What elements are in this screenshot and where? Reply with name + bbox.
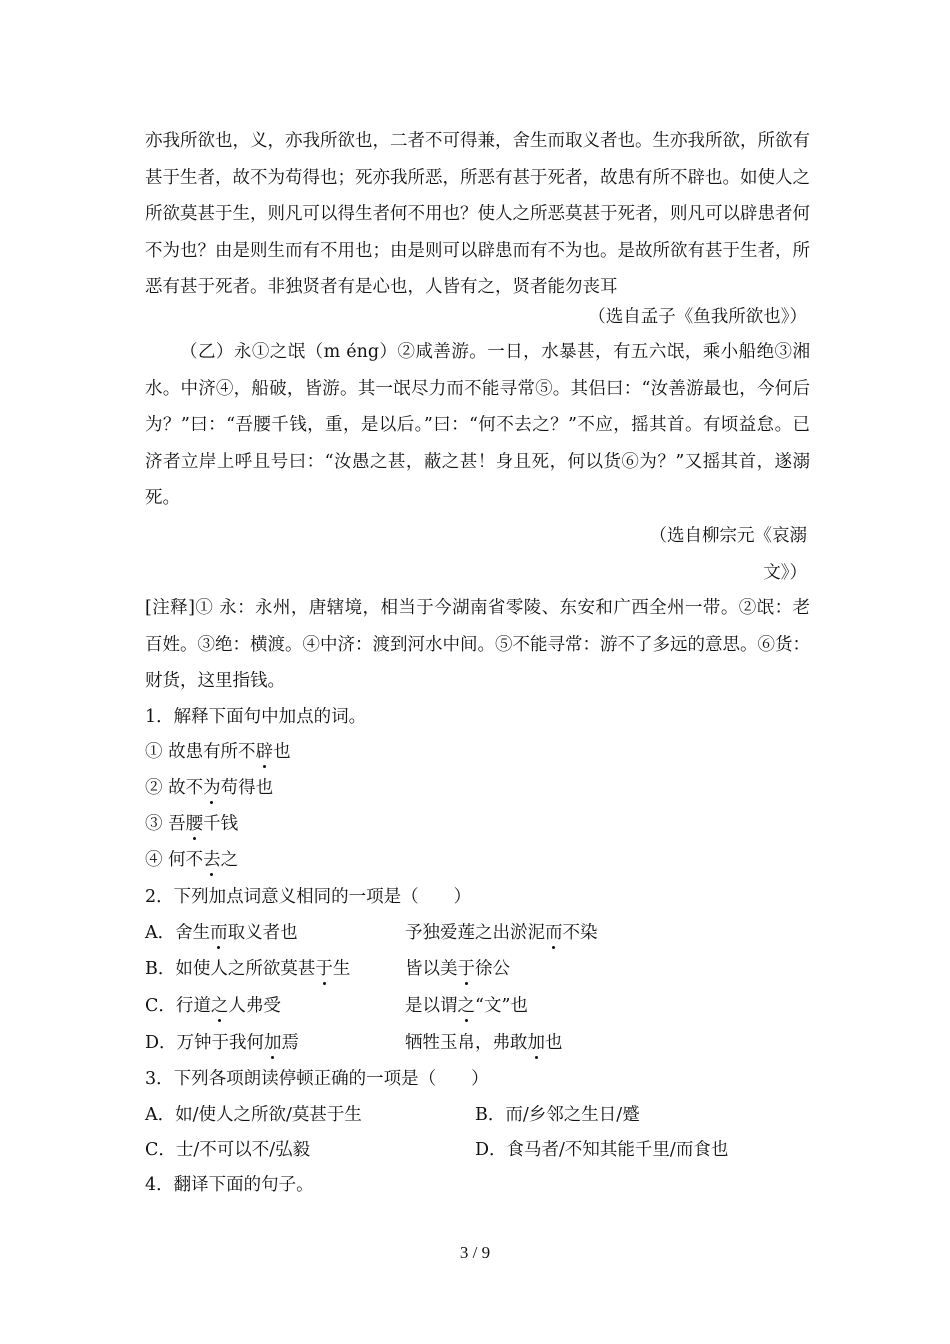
passage-b-source-line1: （选自柳宗元《哀溺: [649, 526, 807, 546]
dotted-word: 于: [457, 959, 475, 979]
dotted-word: 于: [315, 959, 333, 979]
dotted-word: 为: [203, 778, 221, 798]
question-3-option-c: C．士/不可以不/弘毅: [145, 1140, 311, 1160]
question-2-option-b: B．如使人之所欲莫甚于生 皆以美于徐公: [145, 959, 510, 979]
dotted-word: 而: [545, 923, 563, 943]
question-4-prompt: 4．翻译下面的句子。: [145, 1175, 314, 1195]
question-2-option-a: A．舍生而取义者也 予独爱莲之出淤泥而不染: [145, 923, 598, 943]
dotted-word: 腰: [185, 814, 204, 834]
passage-b-source-line2: 文》）: [763, 563, 807, 583]
passage-b-text: （乙）永①之氓（m éng）②咸善游。一日，水暴甚，有五六氓，乘小船绝③湘水。中济④，船破，皆游。其一氓尽力而不能寻常⑤。其侣曰：“汝善游最也，今何后为？”曰：“吾腰千钱，重，是以后。”曰：“何不去之？”不应，摇其首。有顷益怠。已济者立岸上呼且号曰：“汝愚之甚，蔽之甚！身且死，何以货⑥为？”又摇其首，遂溺死。: [145, 342, 810, 508]
page-number: 3 / 9: [459, 1243, 491, 1262]
question-3-option-d: D．食马者/不知其能千里/而食也: [475, 1140, 729, 1160]
question-1-prompt: 1．解释下面句中加点的词。: [145, 707, 367, 727]
question-3-option-a: A．如/使人之所欲/莫甚于生: [145, 1105, 362, 1125]
dotted-word: 去: [203, 850, 221, 870]
question-2-option-c: C．行道之人弗受 是以谓之“文”也: [145, 996, 528, 1016]
passage-a-source: （选自孟子《鱼我所欲也》）: [588, 307, 807, 327]
question-1-item-3: ③ 吾腰千钱: [145, 814, 239, 834]
question-1-item-1: ① 故患有所不辟也: [145, 742, 291, 762]
question-3-option-b: B．而/乡邻之生日/蹙: [475, 1105, 640, 1125]
question-2-option-d: D．万钟于我何加焉 牺牲玉帛，弗敢加也: [145, 1033, 563, 1053]
passage-a-text: 亦我所欲也，义，亦我所欲也，二者不可得兼，舍生而取义者也。生亦我所欲，所欲有甚于生者，故不为苟得也；死亦我所恶，所恶有甚于死者，故患有所不辟也。如使人之所欲莫甚于生，则凡可以得生者何不用也？使人之所恶莫甚于死者，则凡可以辟患者何不为也？由是则生而有不用也；由是则可以辟患而有不为也。是故所欲有甚于生者，所恶有甚于死者。非独贤者有是心也，人皆有之，贤者能勿丧耳: [145, 131, 810, 297]
question-1-item-4: ④ 何不去之: [145, 850, 239, 870]
dotted-word: 而: [210, 923, 228, 943]
question-2-prompt: 2．下列加点词意义相同的一项是（ ）: [145, 887, 472, 907]
dotted-word: 辟: [255, 742, 274, 762]
dotted-word: 之: [457, 996, 475, 1016]
question-3-prompt: 3．下列各项朗读停顿正确的一项是（ ）: [145, 1069, 489, 1089]
annotation-notes: [注释]① 永：永州，唐辖境，相当于今湖南省零陵、东安和广西全州一带。②氓：老百姓。③绝：横渡。④中济：渡到河水中间。⑤不能寻常：游不了多远的意思。⑥货：财货，这里指钱。: [145, 598, 810, 691]
question-1-item-2: ② 故不为苟得也: [145, 778, 274, 798]
question-3-row-1: [145, 1104, 810, 1126]
dotted-word: 之: [210, 996, 229, 1016]
dotted-word: 加: [527, 1033, 545, 1053]
dotted-word: 加: [264, 1033, 282, 1053]
question-3-row-2: [145, 1139, 810, 1161]
